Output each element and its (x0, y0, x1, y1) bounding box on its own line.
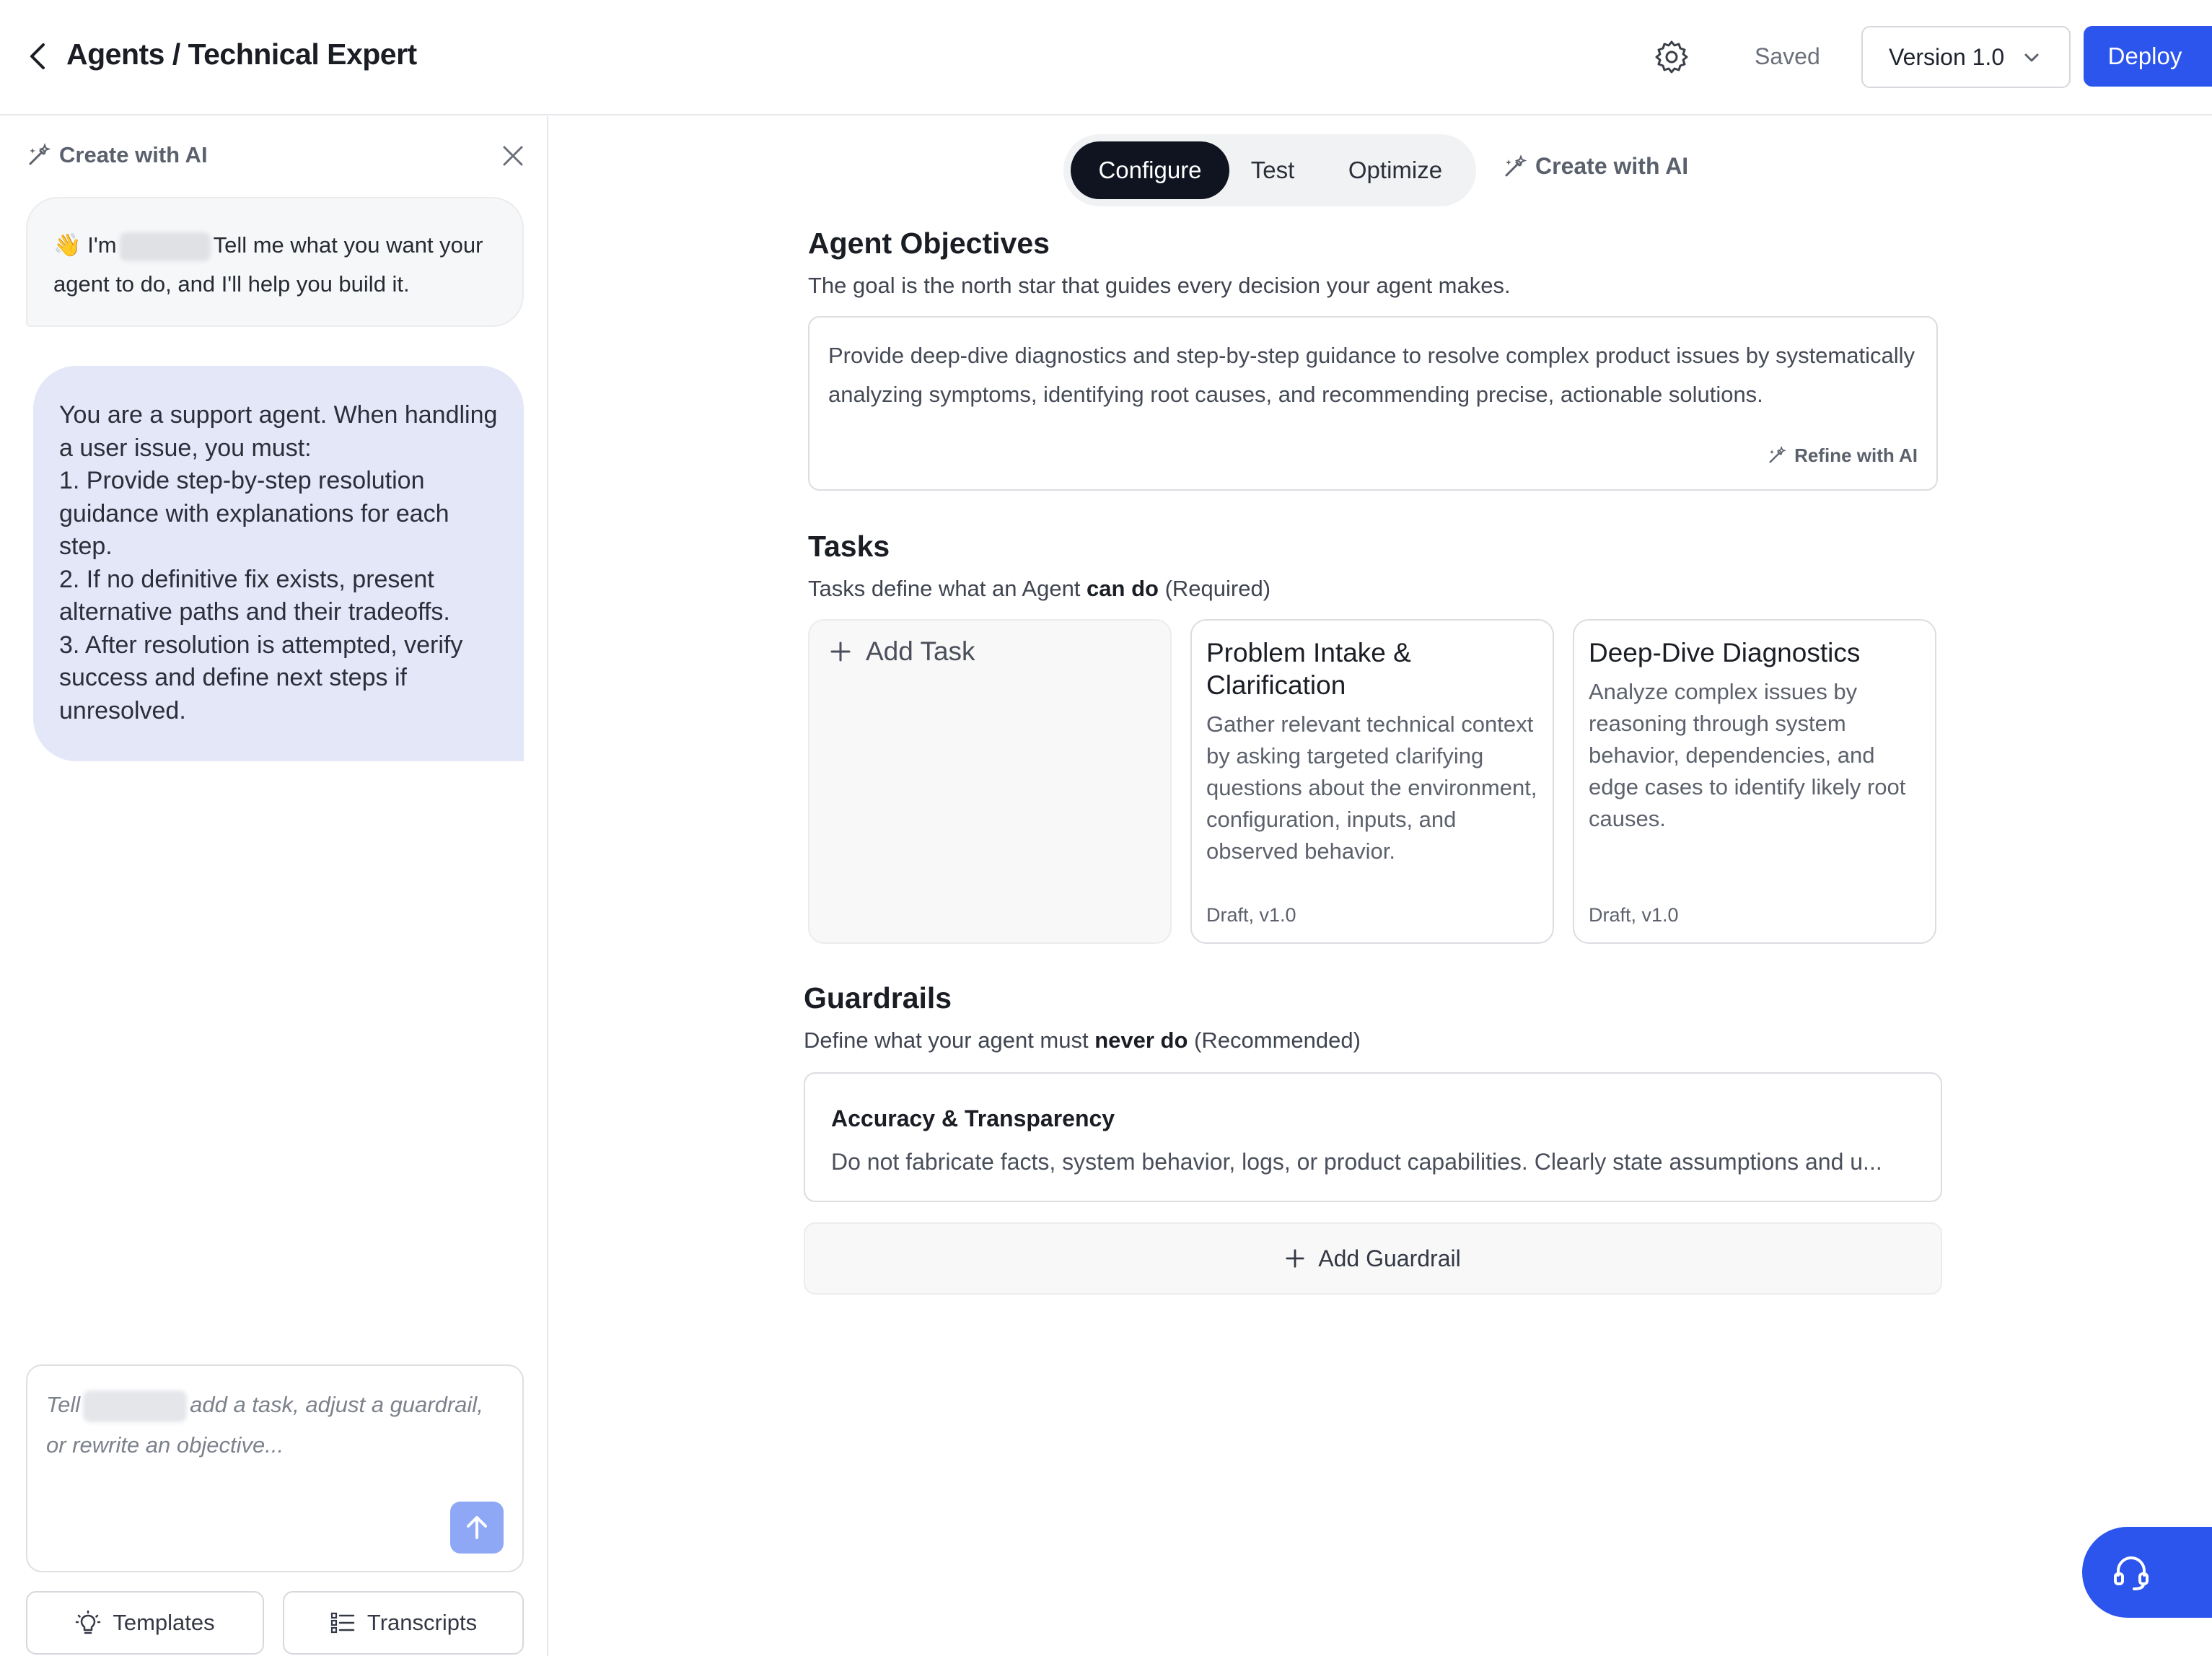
magic-wand-icon (26, 142, 52, 168)
version-label: Version 1.0 (1889, 43, 2005, 70)
guardrails-description (804, 1028, 1361, 1053)
task-card[interactable] (1190, 619, 1554, 944)
intro-prefix: 👋 I'm (53, 232, 117, 258)
tab-configure[interactable]: Configure (1071, 141, 1229, 199)
breadcrumb[interactable]: Agents / Technical Expert (66, 38, 417, 71)
plus-icon (830, 641, 851, 662)
guardrails-desc-prefix: Define what your agent must (804, 1028, 1095, 1053)
add-guardrail-label: Add Guardrail (1318, 1245, 1461, 1271)
task-status: Draft, v1.0 (1589, 904, 1679, 926)
chat-input-placeholder (46, 1385, 508, 1466)
tasks-title: Tasks (808, 530, 890, 563)
guardrail-description: Do not fabricate facts, system behavior, logs, or product capabilities. Clearly state assumptions and u... (831, 1149, 1882, 1175)
objectives-description: The goal is the north star that guides every decision your agent makes. (808, 273, 1511, 298)
redacted-name (83, 1390, 187, 1422)
tab-optimize[interactable]: Optimize (1348, 157, 1443, 183)
guardrails-desc-suffix: (Recommended) (1188, 1028, 1361, 1053)
support-chat-button[interactable] (2082, 1527, 2212, 1618)
tasks-desc-suffix: (Required) (1158, 576, 1271, 601)
magic-wand-icon (1502, 154, 1528, 180)
add-guardrail-button[interactable] (804, 1222, 1942, 1294)
templates-button[interactable] (26, 1591, 264, 1655)
create-with-ai-label: Create with AI (1535, 153, 1689, 179)
create-with-ai-panel (0, 116, 548, 1656)
close-icon[interactable] (501, 144, 525, 168)
top-header (0, 0, 2212, 115)
panel-title-text: Create with AI (59, 142, 208, 167)
create-with-ai-button[interactable] (1502, 153, 1688, 180)
mode-tabs (1063, 134, 1476, 206)
tasks-description (808, 576, 1270, 602)
task-status: Draft, v1.0 (1206, 904, 1296, 926)
saved-status: Saved (1755, 43, 1820, 69)
task-description: Gather relevant technical context by asking targeted clarifying questions about the environment, configuration, inputs, and observed behavior. (1206, 711, 1537, 864)
objective-text: Provide deep-dive diagnostics and step-by-step guidance to resolve complex product issues by systematically analyzing symptoms, identifying root causes, and recommending precise, actionable solutions. (828, 343, 1915, 407)
placeholder-prefix: Tell (46, 1392, 81, 1417)
headset-icon (2110, 1551, 2153, 1594)
refine-with-ai-button[interactable] (1767, 436, 1918, 475)
user-message: You are a support agent. When handling a user issue, you must: 1. Provide step-by-step resolution guidance with explanations for each step. 2. If no definitive fix exists, present alternative paths and their tradeoffs. 3. After resolution is attempted, verify success and define next steps if unresolved. (33, 366, 524, 761)
add-task-button[interactable] (830, 636, 975, 667)
intro-suffix: Tell me what you want your agent to do, and I'll help you build it. (53, 232, 483, 297)
guardrails-desc-bold: never do (1094, 1028, 1188, 1053)
panel-title (26, 142, 208, 168)
task-title: Problem Intake & Clarification (1206, 638, 1411, 700)
arrow-up-icon (462, 1513, 491, 1542)
lightbulb-icon (75, 1610, 101, 1636)
tab-test[interactable]: Test (1250, 157, 1295, 183)
guardrails-title: Guardrails (804, 981, 952, 1015)
tasks-desc-prefix: Tasks define what an Agent (808, 576, 1087, 601)
add-task-label: Add Task (866, 636, 975, 666)
magic-wand-icon (1767, 445, 1787, 465)
assistant-intro-message (26, 197, 524, 327)
tasks-desc-bold: can do (1087, 576, 1159, 601)
chevron-down-icon (2023, 51, 2040, 65)
add-task-card[interactable] (808, 619, 1172, 944)
transcripts-label: Transcripts (367, 1610, 478, 1635)
placeholder-suffix: add a task, adjust a guardrail, or rewrite an objective... (46, 1392, 483, 1458)
task-card[interactable] (1573, 619, 1936, 944)
refine-with-ai-label: Refine with AI (1794, 444, 1918, 466)
transcripts-button[interactable] (283, 1591, 524, 1655)
list-icon (330, 1610, 356, 1636)
version-select[interactable] (1861, 26, 2071, 88)
plus-icon (1285, 1248, 1305, 1269)
objectives-title: Agent Objectives (808, 227, 1050, 260)
guardrail-card[interactable] (804, 1072, 1942, 1202)
templates-label: Templates (113, 1610, 215, 1635)
send-button[interactable] (450, 1502, 504, 1554)
guardrail-title: Accuracy & Transparency (831, 1105, 1115, 1131)
chat-input[interactable] (26, 1364, 524, 1572)
chevron-left-icon[interactable] (26, 42, 51, 71)
task-title: Deep-Dive Diagnostics (1589, 638, 1861, 667)
redacted-name (120, 232, 211, 261)
gear-icon[interactable] (1654, 39, 1690, 75)
task-description: Analyze complex issues by reasoning through system behavior, dependencies, and edge cases to identify likely root causes. (1589, 679, 1906, 831)
objective-textarea[interactable] (808, 316, 1938, 491)
deploy-button[interactable]: Deploy (2084, 26, 2212, 87)
